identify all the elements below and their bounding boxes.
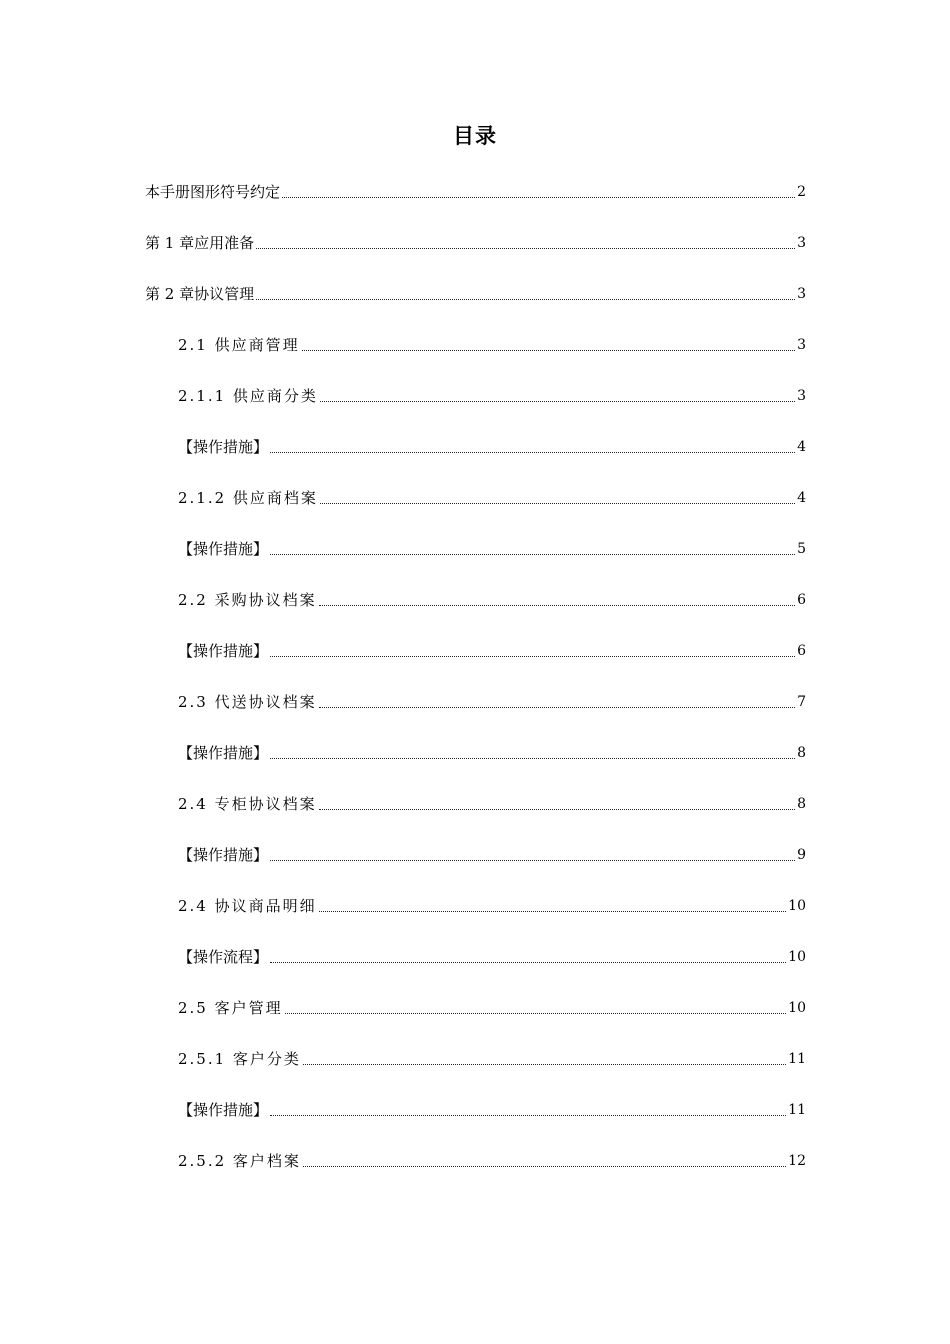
dot-leader xyxy=(285,1013,787,1014)
toc-page-number: 11 xyxy=(788,1102,806,1118)
dot-leader xyxy=(270,656,795,657)
toc-page-number: 10 xyxy=(788,898,806,914)
toc-entry[interactable] xyxy=(178,1098,806,1122)
toc-entry[interactable] xyxy=(178,690,806,714)
toc-page-number: 8 xyxy=(797,745,806,761)
toc-entry[interactable] xyxy=(178,894,806,918)
toc-page-number: 3 xyxy=(797,337,806,353)
dot-leader xyxy=(319,707,795,708)
dot-leader xyxy=(320,401,795,402)
toc-entry[interactable] xyxy=(178,1047,806,1071)
toc-entry[interactable] xyxy=(178,384,806,408)
toc-page-number: 3 xyxy=(797,235,806,251)
dot-leader xyxy=(302,350,795,351)
dot-leader xyxy=(270,962,786,963)
toc-page-number: 3 xyxy=(797,388,806,404)
dot-leader xyxy=(303,1166,786,1167)
toc-page-number: 5 xyxy=(797,541,806,557)
toc-entry-label: 本手册图形符号约定 xyxy=(145,183,281,201)
dot-leader xyxy=(256,299,795,300)
dot-leader xyxy=(270,554,795,555)
toc-entry[interactable] xyxy=(178,945,806,969)
toc-page-number: 11 xyxy=(788,1051,806,1067)
toc-entry-label: 2.5.2 客户档案 xyxy=(178,1152,301,1170)
toc-entry[interactable] xyxy=(178,537,806,561)
dot-leader xyxy=(270,860,795,861)
toc-page-number: 4 xyxy=(797,490,806,506)
toc-entry[interactable] xyxy=(178,792,806,816)
toc-entry[interactable] xyxy=(178,588,806,612)
toc-entry-label: 2.2 采购协议档案 xyxy=(178,591,317,609)
dot-leader xyxy=(319,605,795,606)
toc-entry[interactable] xyxy=(145,282,806,306)
dot-leader xyxy=(256,248,795,249)
toc-entry[interactable] xyxy=(145,180,806,204)
dot-leader xyxy=(270,758,795,759)
dot-leader xyxy=(270,452,795,453)
toc-entry[interactable] xyxy=(145,231,806,255)
toc-page-number: 7 xyxy=(797,694,806,710)
page-title: 目录 xyxy=(453,123,497,148)
toc-entry-label: 第 2 章协议管理 xyxy=(145,285,255,303)
toc-entry-label: 【操作措施】 xyxy=(178,642,269,660)
toc-page-number: 6 xyxy=(797,592,806,608)
toc-entry[interactable] xyxy=(178,486,806,510)
toc-entry[interactable] xyxy=(178,843,806,867)
dot-leader xyxy=(282,197,795,198)
toc-entry[interactable] xyxy=(178,435,806,459)
toc-page-number: 10 xyxy=(788,949,806,965)
toc-entry-label: 【操作措施】 xyxy=(178,744,269,762)
toc-page-number: 4 xyxy=(797,439,806,455)
toc-page-number: 9 xyxy=(797,847,806,863)
toc-entry[interactable] xyxy=(178,1149,806,1173)
toc-entry-label: 2.1.1 供应商分类 xyxy=(178,387,318,405)
toc-page-number: 8 xyxy=(797,796,806,812)
dot-leader xyxy=(319,809,795,810)
toc-entry-label: 第 1 章应用准备 xyxy=(145,234,255,252)
toc-entry-label: 2.4 专柜协议档案 xyxy=(178,795,317,813)
toc-entry-label: 2.5 客户管理 xyxy=(178,999,283,1017)
toc-entry-label: 2.3 代送协议档案 xyxy=(178,693,317,711)
toc-entry[interactable] xyxy=(178,639,806,663)
toc-entry-label: 【操作流程】 xyxy=(178,948,269,966)
toc-entry-label: 2.4 协议商品明细 xyxy=(178,897,317,915)
toc-entry-label: 2.1 供应商管理 xyxy=(178,336,300,354)
dot-leader xyxy=(303,1064,786,1065)
toc-page-number: 10 xyxy=(788,1000,806,1016)
toc-page-number: 3 xyxy=(797,286,806,302)
toc-entry-label: 【操作措施】 xyxy=(178,438,269,456)
toc-entry-label: 【操作措施】 xyxy=(178,846,269,864)
toc-entry-label: 2.5.1 客户分类 xyxy=(178,1050,301,1068)
toc-entry-label: 【操作措施】 xyxy=(178,1101,269,1119)
toc-page-number: 12 xyxy=(788,1153,806,1169)
toc-page-number: 2 xyxy=(797,184,806,200)
toc-entry-label: 2.1.2 供应商档案 xyxy=(178,489,318,507)
toc-entry[interactable] xyxy=(178,996,806,1020)
toc-entry[interactable] xyxy=(178,741,806,765)
toc-page-number: 6 xyxy=(797,643,806,659)
dot-leader xyxy=(320,503,795,504)
dot-leader xyxy=(319,911,787,912)
toc-entry-label: 【操作措施】 xyxy=(178,540,269,558)
toc-entry[interactable] xyxy=(178,333,806,357)
dot-leader xyxy=(270,1115,786,1116)
